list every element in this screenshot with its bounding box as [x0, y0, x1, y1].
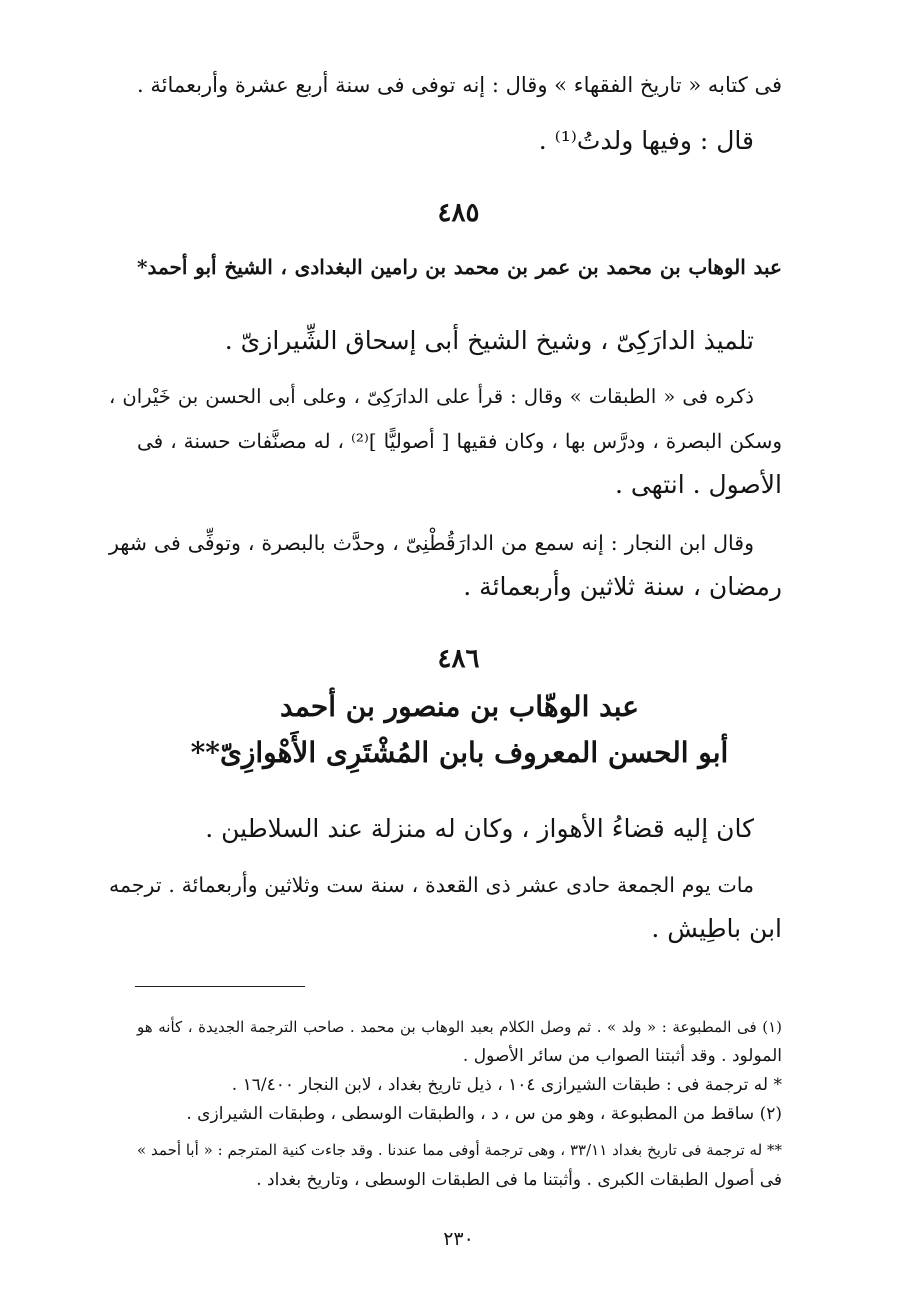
entry-486-para-2-line-2: ابن باطِيش . [651, 914, 782, 943]
entry-485-para-1: تلميذ الدارَكِىّ ، وشيخ الشيخ أبى إسحاق الشِّيرازىّ . [224, 326, 754, 355]
footnote-1-line-1: (١) فى المطبوعة : « ولد » . ثم وصل الكلام بعبد الوهاب بن محمد . صاحب الترجمة الجديدة ، كأنه هو [137, 1018, 782, 1036]
entry-485-para-2-line-1: ذكره فى « الطبقات » وقال : قرأ على الدارَكِىّ ، وعلى أبى الحسن بن خَيْران ، [109, 385, 754, 408]
entry-485-para-2-line-3: الأصول . انتهى . [614, 470, 782, 499]
footnote-double-star-line-1: ** له ترجمة فى تاريخ بغداد ٣٣/١١ ، وهى ترجمة أوفى مما عندنا . وقد جاءت كنية المترجم : « أبا أحمد » [137, 1141, 783, 1159]
entry-485-heading: عبد الوهاب بن محمد بن عمر بن محمد بن رامين البغدادى ، الشيخ أبو أحمد* [137, 255, 782, 279]
footnote-1-line-2: المولود . وقد أثبتنا الصواب من سائر الأصول . [462, 1046, 782, 1066]
entry-number-485: ٤٨٥ [437, 198, 480, 228]
entry-485-para-3-line-2: رمضان ، سنة ثلاثين وأربعمائة . [463, 572, 782, 601]
entry-486-para-1: كان إليه قضاءُ الأهواز ، وكان له منزلة عند السلاطين . [205, 814, 754, 843]
intro-line-1: فى كتابه « تاريخ الفقهاء » وقال : إنه توفى فى سنة أربع عشرة وأربعمائة . [137, 73, 782, 97]
intro-line-2: قال : وفيها ولدتُ⁽¹⁾ . [538, 126, 754, 155]
entry-485-para-2-line-2: وسكن البصرة ، ودرَّس بها ، وكان فقيها [ أصوليًّا ]⁽²⁾ ، له مصنَّفات حسنة ، فى [137, 429, 783, 453]
entry-486-para-2-line-1: مات يوم الجمعة حادى عشر ذى القعدة ، سنة ست وثلاثين وأربعمائة . ترجمه [109, 873, 754, 897]
footnote-double-star-line-2: فى أصول الطبقات الكبرى . وأثبتنا ما فى الطبقات الوسطى ، وتاريخ بغداد . [256, 1170, 782, 1190]
footnote-separator [135, 986, 305, 987]
entry-number-486: ٤٨٦ [437, 644, 480, 674]
page-number: ٢٣٠ [443, 1228, 474, 1250]
entry-485-para-3-line-1: وقال ابن النجار : إنه سمع من الدارَقُطْنِىّ ، وحدَّث بالبصرة ، وتوفِّى فى شهر [109, 531, 754, 555]
entry-486-heading-2: أبو الحسن المعروف بابن المُشْتَرِى الأَهْوازِىّ** [190, 736, 729, 769]
footnote-2: (٢) ساقط من المطبوعة ، وهو من س ، د ، والطبقات الوسطى ، وطبقات الشيرازى . [186, 1104, 782, 1124]
entry-486-heading-1: عبد الوهّاب بن منصور بن أحمد [280, 690, 639, 723]
footnote-star: * له ترجمة فى : طبقات الشيرازى ١٠٤ ، ذيل تاريخ بغداد ، لابن النجار ١٦/٤٠٠ . [231, 1075, 782, 1095]
